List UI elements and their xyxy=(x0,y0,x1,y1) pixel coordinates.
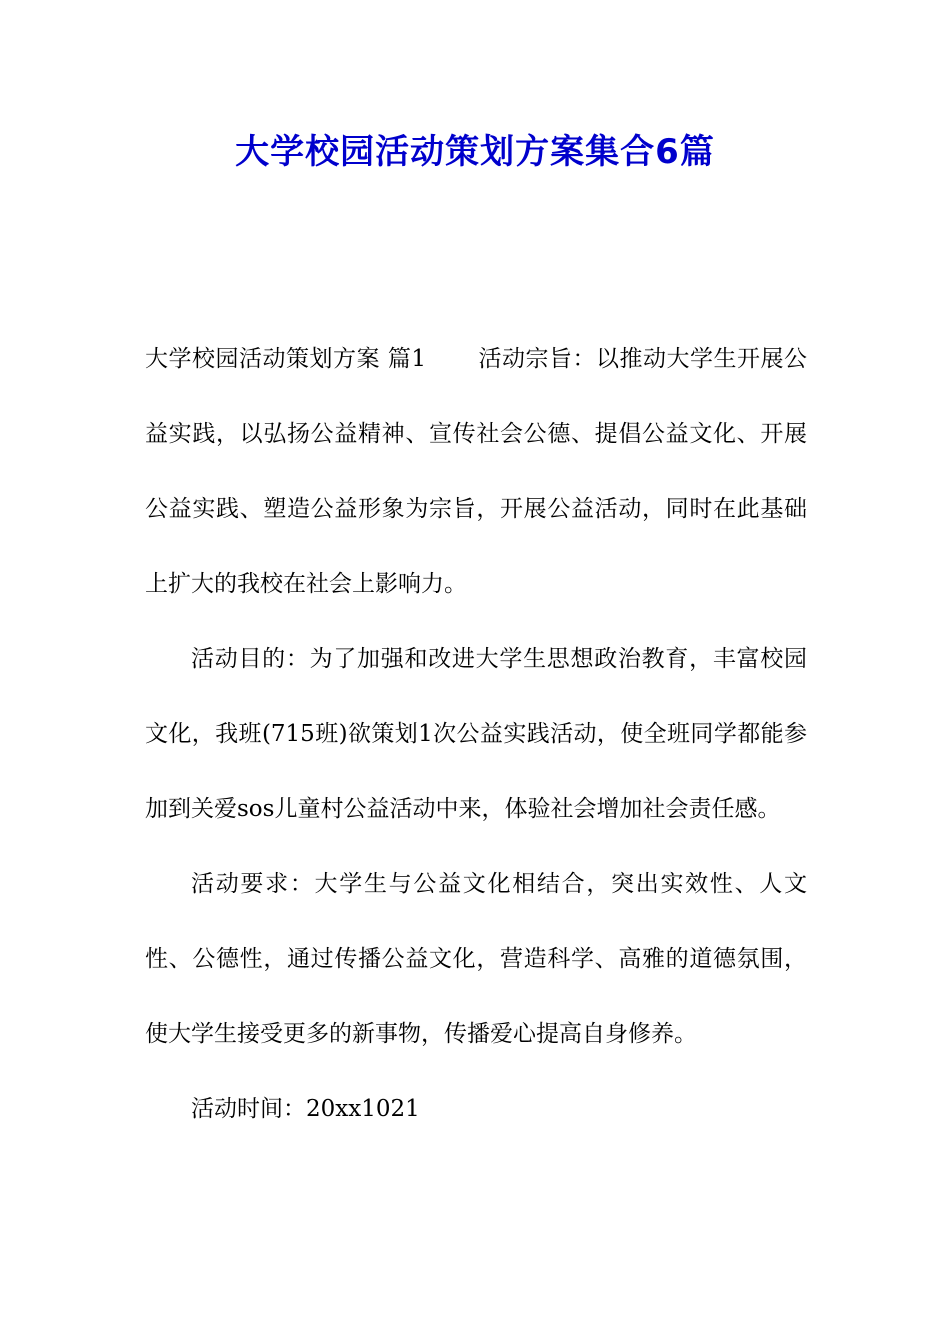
paragraph-purpose: 活动目的：为了加强和改进大学生思想政治教育，丰富校园文化，我班(715班)欲策划1次公益实践活动，使全班同学都能参加到关爱sos儿童村公益活动中来，体验社会增加社会责任感。 xyxy=(145,646,807,822)
document-title: 大学校园活动策划方案集合6篇 xyxy=(235,132,715,172)
document-body xyxy=(145,322,807,1147)
paragraph-requirements: 活动要求：大学生与公益文化相结合，突出实效性、人文性、公德性，通过传播公益文化，营造科学、高雅的道德氛围，使大学生接受更多的新事物，传播爱心提高自身修养。 xyxy=(145,871,807,1047)
paragraph-time: 活动时间：20xx1021 xyxy=(191,1096,420,1122)
intro-paragraph xyxy=(145,322,807,622)
intro-text: 活动宗旨：以推动大学生开展公益实践，以弘扬公益精神、宣传社会公德、提倡公益文化、开展公益实践、塑造公益形象为宗旨，开展公益活动，同时在此基础上扩大的我校在社会上影响力。 xyxy=(145,346,807,597)
section-heading: 大学校园活动策划方案 篇1 xyxy=(145,346,426,372)
